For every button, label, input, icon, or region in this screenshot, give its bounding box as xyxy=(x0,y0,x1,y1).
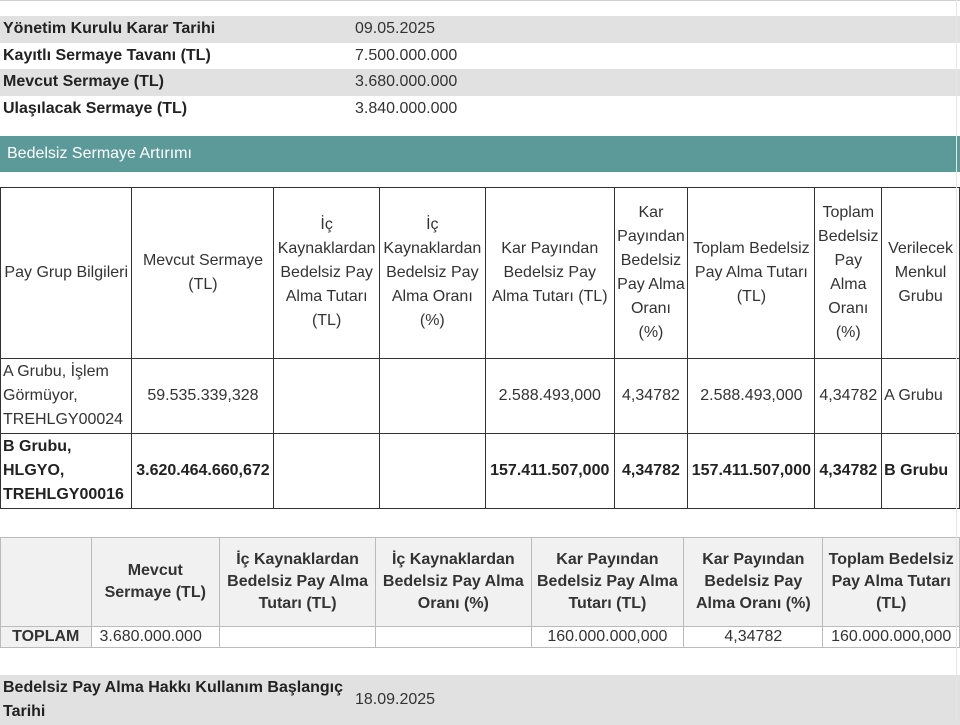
column-header: İç Kaynaklardan Bedelsiz Pay Alma Oranı (%) xyxy=(376,538,531,627)
table-cell: 4,34782 xyxy=(614,434,688,509)
column-header: Kar Payından Bedelsiz Pay Alma Oranı (%) xyxy=(684,538,823,627)
info-label: Kayıtlı Sermaye Tavanı (TL) xyxy=(3,46,211,64)
table-cell: 160.000.000,000 xyxy=(531,627,684,648)
info-value: 7.500.000.000 xyxy=(355,46,458,64)
info-row-target-capital xyxy=(0,96,960,123)
table-cell xyxy=(274,434,379,509)
table-cell xyxy=(274,359,379,434)
info-value: 3.840.000.000 xyxy=(355,99,458,117)
table-cell: 157.411.507,000 xyxy=(485,434,614,509)
table-cell: B Grubu, HLGYO, TREHLGY00016 xyxy=(1,434,132,509)
table-cell xyxy=(379,359,485,434)
table-cell: 2.588.493,000 xyxy=(688,359,815,434)
info-value: 3.680.000.000 xyxy=(355,73,458,91)
totals-table xyxy=(0,537,960,648)
column-header: Kar Payından Bedelsiz Pay Alma Tutarı (TL) xyxy=(531,538,684,627)
info-row-current-capital xyxy=(0,69,960,96)
info-label: Mevcut Sermaye (TL) xyxy=(3,73,164,91)
table-cell: 4,34782 xyxy=(614,359,688,434)
info-label: Ulaşılacak Sermaye (TL) xyxy=(3,99,188,117)
table-cell: 59.535.339,328 xyxy=(132,359,274,434)
table-cell: A Grubu, İşlem Görmüyor, TREHLGY00024 xyxy=(1,359,132,434)
table-cell: 157.411.507,000 xyxy=(688,434,815,509)
column-header: Mevcut Sermaye (TL) xyxy=(132,188,274,359)
table-cell xyxy=(379,434,485,509)
top-divider xyxy=(0,0,960,1)
info-label: Yönetim Kurulu Karar Tarihi xyxy=(3,20,216,38)
table-cell xyxy=(376,627,531,648)
table-cell: 4,34782 xyxy=(815,359,882,434)
table-cell: 3.680.000.000 xyxy=(91,627,219,648)
table-cell: 4,34782 xyxy=(815,434,882,509)
column-header: Kar Payından Bedelsiz Pay Alma Oranı (%) xyxy=(614,188,688,359)
table-cell: 160.000.000,000 xyxy=(823,627,960,648)
info-row-registered-capital xyxy=(0,43,960,70)
share-group-table xyxy=(0,187,960,509)
info-section xyxy=(0,16,960,122)
info-row-decision-date xyxy=(0,16,960,43)
section-title: Bedelsiz Sermaye Artırımı xyxy=(7,145,192,162)
column-header: Toplam Bedelsiz Pay Alma Tutarı (TL) xyxy=(823,538,960,627)
info-label: Bedelsiz Pay Alma Hakkı Kullanım Başlangıç Tarihi xyxy=(3,679,343,720)
column-header: İç Kaynaklardan Bedelsiz Pay Alma Tutarı (TL) xyxy=(219,538,375,627)
right-edge-divider xyxy=(956,0,957,720)
column-header xyxy=(1,538,92,627)
table-row xyxy=(1,434,960,509)
section-title-bar xyxy=(0,136,960,172)
column-header: Kar Payından Bedelsiz Pay Alma Tutarı (TL) xyxy=(485,188,614,359)
table-row xyxy=(1,359,960,434)
totals-row xyxy=(1,627,960,648)
totals-header-row xyxy=(1,538,960,627)
column-header: Toplam Bedelsiz Pay Alma Oranı (%) xyxy=(815,188,882,359)
column-header: Toplam Bedelsiz Pay Alma Tutarı (TL) xyxy=(688,188,815,359)
table-cell: 2.588.493,000 xyxy=(485,359,614,434)
table-cell: 4,34782 xyxy=(684,627,823,648)
info-value: 09.05.2025 xyxy=(355,20,436,38)
table-cell: 3.620.464.660,672 xyxy=(132,434,274,509)
table-cell: A Grubu xyxy=(882,359,960,434)
totals-label: TOPLAM xyxy=(1,627,92,648)
column-header: İç Kaynaklardan Bedelsiz Pay Alma Tutarı (TL) xyxy=(274,188,379,359)
table-cell: B Grubu xyxy=(882,434,960,509)
column-header: Verilecek Menkul Grubu xyxy=(882,188,960,359)
info-value: 18.09.2025 xyxy=(355,691,436,708)
column-header: Mevcut Sermaye (TL) xyxy=(91,538,219,627)
column-header: Pay Grup Bilgileri xyxy=(1,188,132,359)
group-table-header-row xyxy=(1,188,960,359)
info-row-usage-start-date xyxy=(0,675,960,725)
table-cell xyxy=(219,627,375,648)
column-header: İç Kaynaklardan Bedelsiz Pay Alma Oranı (%) xyxy=(379,188,485,359)
